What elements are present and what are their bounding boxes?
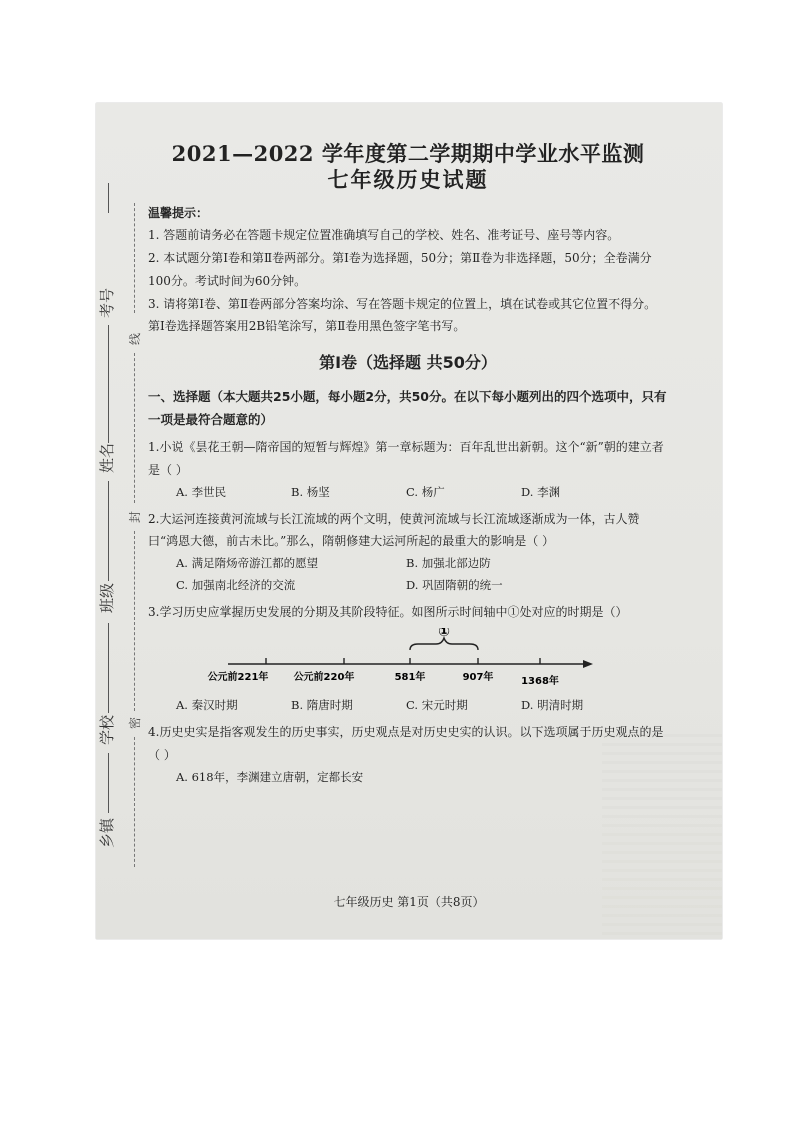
xingming-label: 姓名 (98, 442, 116, 473)
binding-margin (96, 103, 156, 939)
exam-sheet (96, 103, 722, 939)
timeline-label: 907年 (462, 671, 494, 683)
banji-line (108, 481, 109, 581)
option-d: D. 巩固隋朝的统一 (406, 578, 503, 593)
xuexiao-line (108, 623, 109, 713)
seal-dash (134, 203, 135, 313)
question-stem: 2.大运河连接黄河流域与长江流域的两个文明，使黄河流域与长江流域逐渐成为一体，古人赞曰“鸿恩大德，前古未比。”那么，隋朝修建大运河所起的最重大的影响是（ ） (148, 511, 640, 549)
banji-label: 班级 (98, 582, 116, 613)
option-c: C. 宋元时期 (406, 698, 468, 713)
seal-mi: 密 (128, 716, 142, 729)
options (176, 553, 668, 597)
timeline-figure (148, 628, 668, 688)
notice-item: 2. 本试题分第Ⅰ卷和第Ⅱ卷两部分。第Ⅰ卷为选择题，50分；第Ⅱ卷为非选择题，50分；全卷满分100分。考试时间为60分钟。 (148, 251, 652, 288)
exam-title: 2021—2022 学年度第二学期期中学业水平监测 (171, 141, 645, 166)
option-a: A. 李世民 (176, 484, 227, 499)
option-b: B. 杨坚 (291, 484, 330, 499)
question-3 (148, 601, 668, 717)
timeline-arrow (583, 660, 593, 668)
notice-item: 1. 答题前请务必在答题卡规定位置准确填写自己的学校、姓名、准考证号、座号等内容。 (148, 228, 620, 243)
question-stem: 1.小说《昙花王朝—隋帝国的短暂与辉煌》第一章标题为：百年乱世出新朝。这个“新”朝的建立者是（ ） (148, 440, 664, 477)
kaohao-line (108, 183, 109, 213)
xingming-line (108, 325, 109, 443)
options (176, 695, 668, 717)
question-1 (148, 436, 668, 503)
timeline-label: 1368年 (521, 675, 559, 687)
seal-dash (134, 531, 135, 711)
option-c: C. 加强南北经济的交流 (176, 578, 296, 593)
option-a: A. 满足隋炀帝游江都的愿望 (176, 556, 319, 571)
timeline-label: 公元前221年 (207, 671, 269, 683)
option-a: A. 618年，李渊建立唐朝，定都长安 (176, 769, 364, 784)
timeline-label: 581年 (394, 671, 426, 683)
part-heading: 一、选择题（本大题共25小题，每小题2分，共50分。在以下每小题列出的四个选项中，只有一项是最符合题意的） (148, 388, 667, 428)
exam-content (148, 141, 668, 789)
seal-dash (134, 353, 135, 503)
xuexiao-label: 学校 (98, 714, 116, 745)
options (176, 482, 668, 504)
option-a: A. 秦汉时期 (176, 698, 238, 713)
notice-item: 3. 请将第Ⅰ卷、第Ⅱ卷两部分答案均涂、写在答题卡规定的位置上，填在试卷或其它位置不得分。第Ⅰ卷选择题答案用2B铅笔涂写，第Ⅱ卷用黑色签字笔书写。 (148, 296, 657, 334)
option-b: B. 加强北部边防 (406, 556, 491, 571)
seal-dash (134, 737, 135, 867)
option-c: C. 杨广 (406, 484, 445, 499)
kaohao-label: 考号 (98, 287, 116, 318)
seal-xian: 线 (128, 332, 142, 345)
question-stem: 3.学习历史应掌握历史发展的分期及其阶段特征。如图所示时间轴中①处对应的时期是（） (148, 604, 628, 619)
page-footer: 七年级历史 第1页（共8页） (333, 895, 485, 909)
option-d: D. 明清时期 (521, 698, 584, 713)
timeline-label: 公元前220年 (293, 671, 355, 683)
question-4 (148, 721, 668, 788)
option-d: D. 李渊 (521, 484, 561, 499)
question-stem: 4.历史史实是指客观发生的历史事实，历史观点是对历史史实的认识。以下选项属于历史观点的是（ ） (148, 725, 664, 763)
timeline-marker: ① (438, 627, 450, 640)
question-2 (148, 508, 668, 597)
xiangzhen-label: 乡镇 (98, 817, 116, 848)
seal-feng: 封 (128, 510, 142, 523)
notice-heading: 温馨提示： (148, 205, 209, 220)
section-title: 第Ⅰ卷（选择题 共50分） (319, 353, 497, 373)
exam-subtitle: 七年级历史试题 (327, 167, 489, 193)
xiangzhen-line (108, 753, 109, 813)
option-b: B. 隋唐时期 (291, 698, 353, 713)
options (176, 767, 668, 789)
